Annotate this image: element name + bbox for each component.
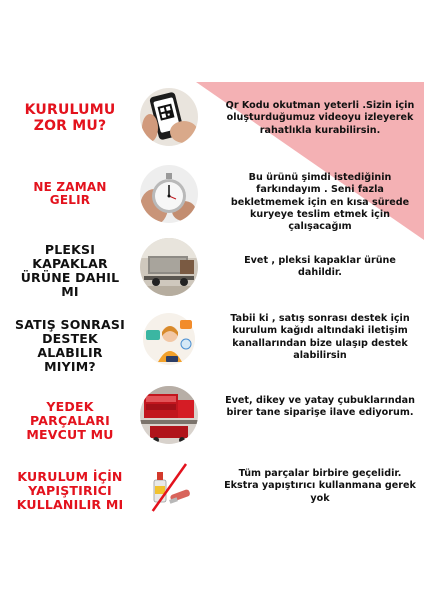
faq-question: KURULUMU ZOR MU?	[24, 102, 116, 134]
faq-question: PLEKSI KAPAKLAR ÜRÜNE DAHIL MI	[20, 242, 120, 299]
faq-answer: Qr Kodu okutman yeterli .Sizin için oluşturduğumuz videoyu izleyerek rahatlıkla kurabilirsin.	[225, 100, 415, 136]
faq-question: YEDEK PARÇALARI MEVCUT MU	[26, 399, 114, 442]
red-truck-shelf-icon	[140, 386, 198, 444]
faq-answer: Tüm parçalar birbire geçelidir. Ekstra yapıştırıcı kullanmana gerek yok	[224, 468, 416, 504]
faq-question: NE ZAMAN GELIR	[33, 180, 107, 208]
stopwatch-icon	[140, 165, 198, 223]
faq-answer: Evet , pleksi kapaklar ürüne dahildir.	[244, 255, 396, 279]
truck-model-icon	[140, 238, 198, 296]
no-glue-icon	[140, 458, 198, 516]
faq-answer: Tabii ki , satış sonrası destek için kurulum kağıdı altındaki iletişim kanallarından bize ulaşıp destek alabilirsin	[230, 313, 410, 361]
faq-question: SATIŞ SONRASI DESTEK ALABILIR MIYIM?	[15, 317, 125, 374]
faq-question: KURULUM İÇİN YAPIŞTIRICI KULLANILIR MI	[16, 469, 124, 512]
qr-code-phone-icon	[140, 88, 198, 146]
faq-answer: Evet, dikey ve yatay çubuklarından birer tane siparişe ilave ediyorum.	[225, 395, 415, 419]
customer-support-icon	[140, 310, 198, 368]
faq-answer: Bu ürünü şimdi istediğinin farkındayım . Seni fazla bekletmemek için en kısa sürede kuryeye teslim etmek için çalışacağım	[230, 172, 410, 233]
